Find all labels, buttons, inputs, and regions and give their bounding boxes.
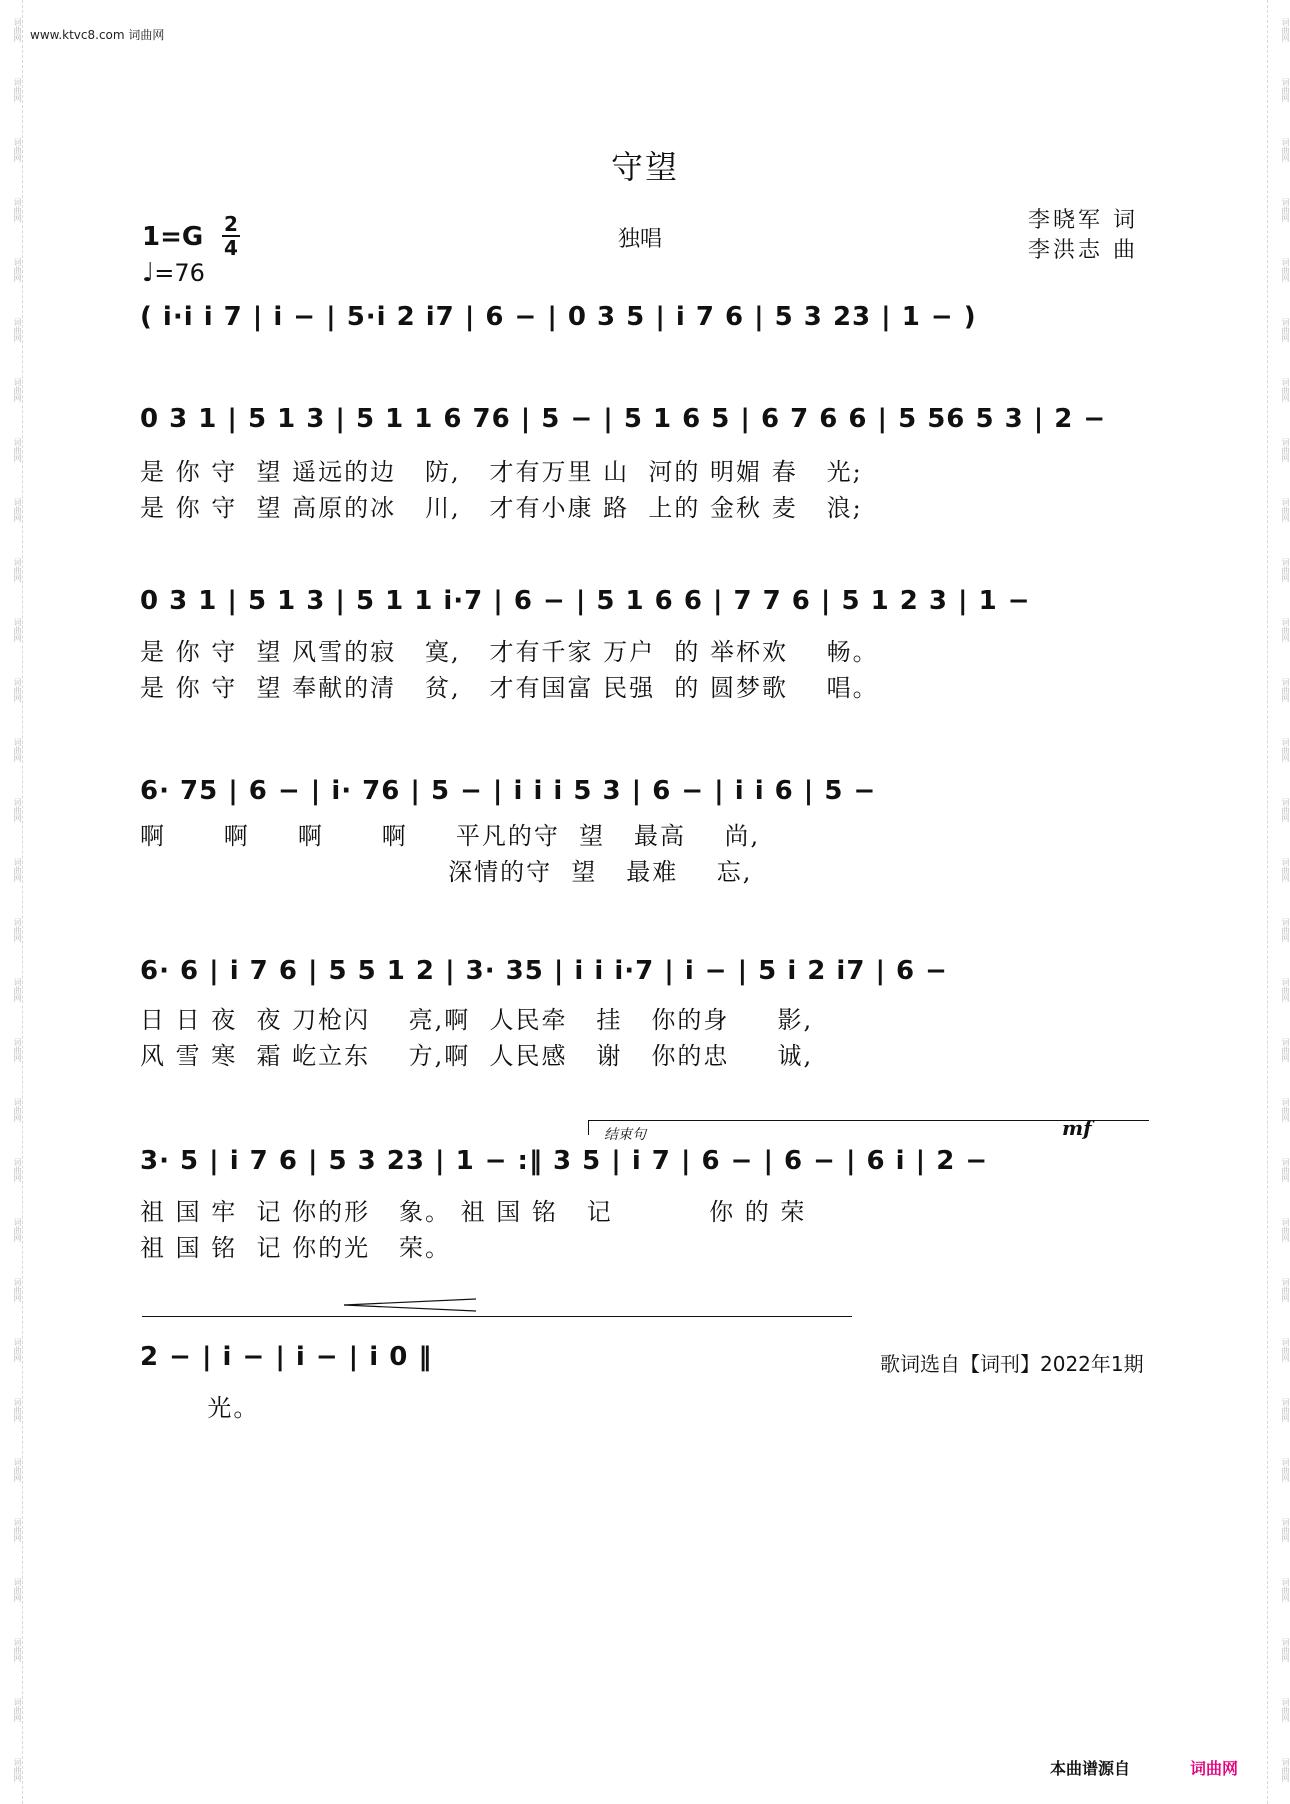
notation-line-1: ( i·i i 7 | i − | 5·i 2 i7 | 6 − | 0 3 5 | i 7 6 | 5 3 23 | 1 − ) bbox=[140, 302, 977, 332]
notation-line-3: 0 3 1 | 5 1 3 | 5 1 1 i·7 | 6 − | 5 1 6 6 | 7 7 6 | 5 1 2 3 | 1 − bbox=[140, 586, 1031, 616]
watermark: 词曲网 bbox=[13, 918, 22, 942]
watermark: 词曲网 bbox=[13, 1038, 22, 1062]
lyric-line-6-verse-2: 祖 国 铭 记 你的光 荣。 bbox=[140, 1234, 452, 1262]
key-signature: 1=G bbox=[142, 222, 204, 252]
watermark: 词曲网 bbox=[1281, 1158, 1290, 1182]
watermark: 词曲网 bbox=[1281, 798, 1290, 822]
watermark: 词曲网 bbox=[13, 258, 22, 282]
lyric-line-2-verse-2: 是 你 守 望 高原的冰 川, 才有小康 路 上的 金秋 麦 浪; bbox=[140, 494, 863, 522]
final-section-rule bbox=[142, 1316, 852, 1317]
lyric-line-2-verse-1: 是 你 守 望 遥远的边 防, 才有万里 山 河的 明媚 春 光; bbox=[140, 458, 863, 486]
lyric-line-3-verse-2: 是 你 守 望 奉献的清 贫, 才有国富 民强 的 圆梦歌 唱。 bbox=[140, 674, 879, 702]
watermark: 词曲网 bbox=[13, 438, 22, 462]
watermark: 词曲网 bbox=[1281, 738, 1290, 762]
lyric-line-4-verse-2: 深情的守 望 最难 忘, bbox=[140, 858, 753, 886]
watermark: 词曲网 bbox=[1281, 1458, 1290, 1482]
watermark: 词曲网 bbox=[13, 978, 22, 1002]
watermark: 词曲网 bbox=[1281, 438, 1290, 462]
watermark: 词曲网 bbox=[1281, 258, 1290, 282]
lyric-line-5-verse-2: 风 雪 寒 霜 屹立东 方,啊 人民感 谢 你的忠 诚, bbox=[140, 1042, 814, 1070]
watermark: 词曲网 bbox=[1281, 498, 1290, 522]
watermark: 词曲网 bbox=[1281, 1338, 1290, 1362]
watermark: 词曲网 bbox=[1281, 198, 1290, 222]
watermark: 词曲网 bbox=[13, 78, 22, 102]
lyric-line-7: 光。 bbox=[140, 1394, 260, 1422]
watermark: 词曲网 bbox=[13, 198, 22, 222]
footer bbox=[1050, 1756, 1238, 1779]
tempo-marking bbox=[142, 258, 205, 288]
lyric-line-5-verse-1: 日 日 夜 夜 刀枪闪 亮,啊 人民牵 挂 你的身 影, bbox=[140, 1006, 814, 1034]
watermark: 词曲网 bbox=[13, 1458, 22, 1482]
performance-type: 独唱 bbox=[618, 227, 663, 252]
notation-line-7: 2 − | i − | i − | i 0 ‖ bbox=[140, 1342, 433, 1372]
watermark: 词曲网 bbox=[1281, 1518, 1290, 1542]
watermark: 词曲网 bbox=[13, 1698, 22, 1722]
watermark: 词曲网 bbox=[1281, 78, 1290, 102]
watermark: 词曲网 bbox=[13, 1518, 22, 1542]
right-watermark-strip bbox=[1267, 0, 1290, 1804]
watermark: 词曲网 bbox=[1281, 618, 1290, 642]
watermark: 词曲网 bbox=[13, 1218, 22, 1242]
footer-brand-link[interactable]: 词曲网 bbox=[1190, 1759, 1239, 1778]
watermark: 词曲网 bbox=[13, 138, 22, 162]
composer-credit: 李洪志 曲 bbox=[1028, 238, 1138, 263]
time-signature-top: 2 bbox=[224, 212, 238, 236]
notation-line-6: 3· 5 | i 7 6 | 5 3 23 | 1 − :‖ 3 5 | i 7 | 6 − | 6 − | 6 i | 2 − bbox=[140, 1146, 989, 1176]
notation-line-5: 6· 6 | i 7 6 | 5 5 1 2 | 3· 35 | i i i·7 | i − | 5 i 2 i7 | 6 − bbox=[140, 956, 948, 986]
watermark: 词曲网 bbox=[1281, 558, 1290, 582]
ending-label: 结束句 bbox=[604, 1127, 646, 1143]
watermark: 词曲网 bbox=[13, 378, 22, 402]
watermark: 词曲网 bbox=[13, 1338, 22, 1362]
watermark: 词曲网 bbox=[13, 1098, 22, 1122]
watermark: 词曲网 bbox=[13, 558, 22, 582]
watermark: 词曲网 bbox=[1281, 1698, 1290, 1722]
notation-line-4: 6· 75 | 6 − | i· 76 | 5 − | i i i 5 3 | 6 − | i i 6 | 5 − bbox=[140, 776, 877, 806]
watermark: 词曲网 bbox=[1281, 1398, 1290, 1422]
watermark: 词曲网 bbox=[13, 618, 22, 642]
watermark: 词曲网 bbox=[1281, 1578, 1290, 1602]
lyric-line-4-verse-1: 啊 啊 啊 啊 平凡的守 望 最高 尚, bbox=[140, 822, 761, 850]
left-watermark-strip bbox=[0, 0, 23, 1804]
watermark: 词曲网 bbox=[13, 798, 22, 822]
watermark: 词曲网 bbox=[1281, 978, 1290, 1002]
time-signature bbox=[222, 214, 240, 258]
watermark: 词曲网 bbox=[1281, 918, 1290, 942]
watermark: 词曲网 bbox=[1281, 1638, 1290, 1662]
watermark: 词曲网 bbox=[13, 1578, 22, 1602]
crescendo-hairpin-icon bbox=[344, 1298, 476, 1312]
watermark: 词曲网 bbox=[13, 1638, 22, 1662]
site-url[interactable]: www.ktvc8.com 词曲网 bbox=[30, 28, 165, 42]
watermark: 词曲网 bbox=[13, 498, 22, 522]
watermark: 词曲网 bbox=[1281, 1218, 1290, 1242]
watermark: 词曲网 bbox=[13, 318, 22, 342]
watermark: 词曲网 bbox=[13, 738, 22, 762]
notation-line-2: 0 3 1 | 5 1 3 | 5 1 1 6 76 | 5 − | 5 1 6 5 | 6 7 6 6 | 5 56 5 3 | 2 − bbox=[140, 404, 1107, 434]
watermark: 词曲网 bbox=[13, 1758, 22, 1782]
lyric-line-6-verse-1: 祖 国 牢 记 你的形 象。 祖 国 铭 记 你 的 荣 bbox=[140, 1198, 807, 1226]
lyricist-credit: 李晓军 词 bbox=[1028, 208, 1138, 233]
watermark: 词曲网 bbox=[13, 1398, 22, 1422]
watermark: 词曲网 bbox=[1281, 378, 1290, 402]
tempo-value: =76 bbox=[154, 259, 205, 287]
watermark: 词曲网 bbox=[1281, 1278, 1290, 1302]
song-title: 守望 bbox=[610, 148, 679, 186]
watermark: 词曲网 bbox=[13, 678, 22, 702]
watermark: 词曲网 bbox=[1281, 1098, 1290, 1122]
quarter-note-icon: ♩ bbox=[142, 258, 155, 288]
watermark: 词曲网 bbox=[1281, 18, 1290, 42]
watermark: 词曲网 bbox=[13, 858, 22, 882]
footer-label: 本曲谱源自 bbox=[1050, 1759, 1131, 1778]
watermark: 词曲网 bbox=[1281, 318, 1290, 342]
watermark: 词曲网 bbox=[1281, 1758, 1290, 1782]
watermark: 词曲网 bbox=[1281, 858, 1290, 882]
dynamic-marking: mf bbox=[1062, 1116, 1092, 1140]
watermark: 词曲网 bbox=[1281, 678, 1290, 702]
lyrics-source-note: 歌词选自【词刊】2022年1期 bbox=[880, 1352, 1144, 1376]
time-signature-bottom: 4 bbox=[224, 236, 238, 260]
watermark: 词曲网 bbox=[1281, 138, 1290, 162]
lyric-line-3-verse-1: 是 你 守 望 风雪的寂 寞, 才有千家 万户 的 举杯欢 畅。 bbox=[140, 638, 879, 666]
watermark: 词曲网 bbox=[13, 18, 22, 42]
watermark: 词曲网 bbox=[1281, 1038, 1290, 1062]
credits bbox=[1028, 206, 1138, 266]
watermark: 词曲网 bbox=[13, 1278, 22, 1302]
watermark: 词曲网 bbox=[13, 1158, 22, 1182]
